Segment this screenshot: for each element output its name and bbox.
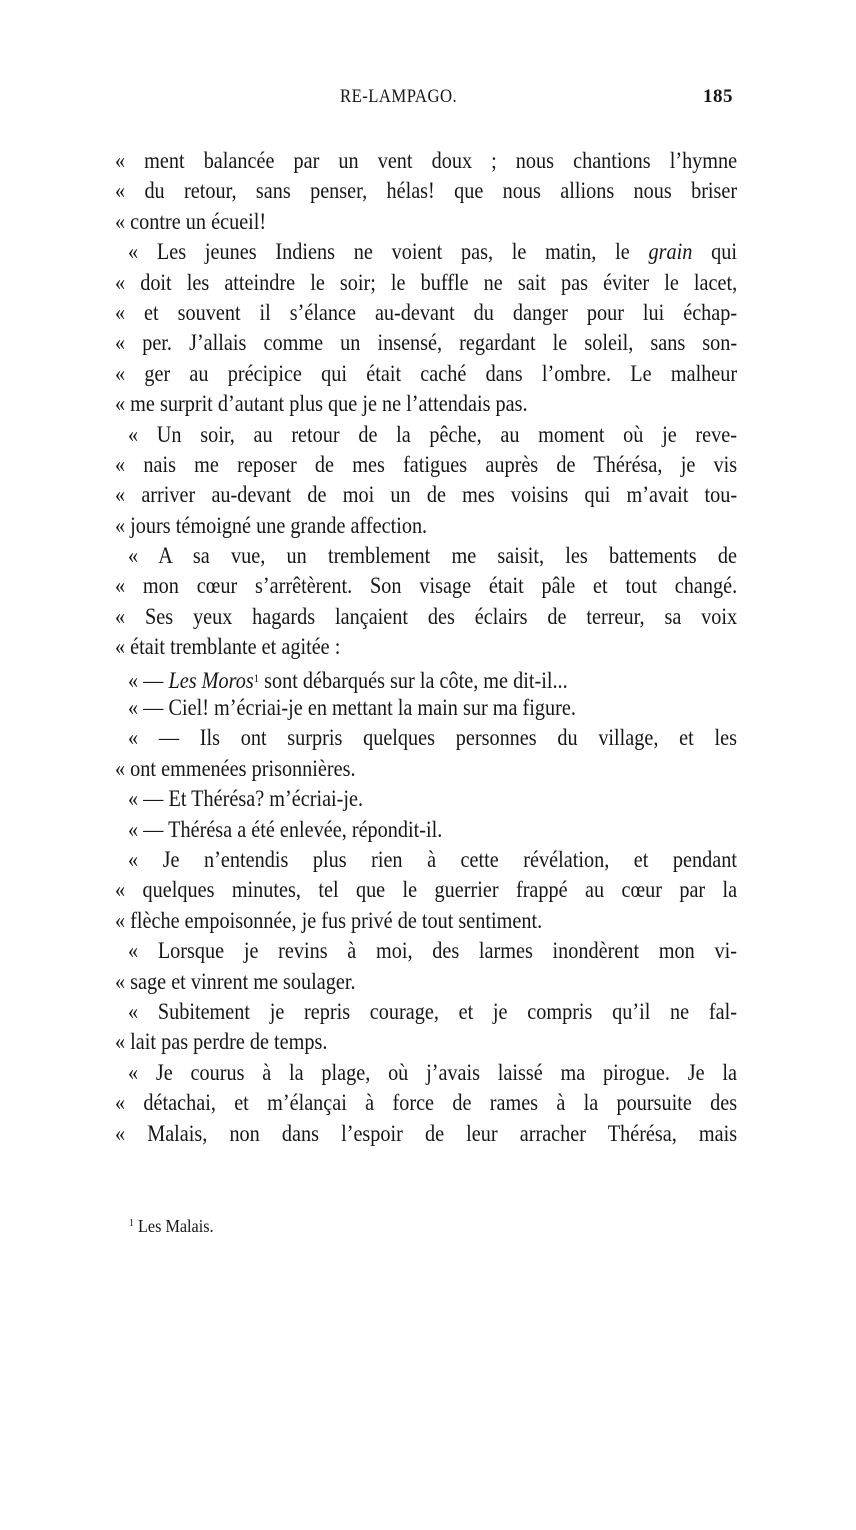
line-text: « Un soir, au retour de la pêche, au moment où je reve-: [128, 421, 737, 447]
line-text: « Malais, non dans l’espoir de leur arracher Thérésa, mais: [115, 1120, 738, 1146]
line-text: « arriver au-devant de moi un de mes voisins qui m’avait tou-: [115, 482, 738, 508]
line-text: « — Thérésa a été enlevée, répondit-il.: [128, 816, 443, 842]
line-text: « Lorsque je revins à moi, des larmes inondèrent mon vi-: [128, 938, 737, 964]
footnote-ref: 1: [253, 670, 260, 685]
line-text: « Subitement je repris courage, et je compris qu’il ne fal-: [128, 998, 737, 1024]
line-text: « —: [128, 667, 169, 693]
text-line: [115, 359, 737, 389]
line-text: « me surprit d’autant plus que je ne l’attendais pas.: [115, 391, 528, 417]
line-text: « per. J’allais comme un insensé, regardant le soleil, sans son-: [115, 330, 738, 356]
text-line: [128, 541, 737, 571]
text-line: [128, 237, 737, 267]
running-title: RE-LAMPAGO.: [340, 86, 458, 107]
line-text: « flèche empoisonnée, je fus privé de tout sentiment.: [115, 907, 543, 933]
text-line: [128, 693, 737, 723]
line-text: qui: [692, 239, 737, 265]
line-text: sont débarqués sur la côte, me dit-il...: [259, 667, 568, 693]
line-text: « et souvent il s’élance au-devant du danger pour lui échap-: [115, 299, 738, 325]
italic-text: grain: [648, 239, 693, 265]
line-text: « contre un écueil!: [115, 208, 267, 234]
text-line: [115, 268, 737, 298]
footnote-mark: 1: [129, 1217, 134, 1229]
line-text: « était tremblante et agitée :: [115, 634, 341, 660]
text-line: [115, 511, 737, 541]
line-text: « ment balancée par un vent doux ; nous chantions l’hymne: [115, 148, 738, 173]
text-line: [115, 632, 737, 662]
text-line: [115, 146, 737, 176]
line-text: « mon cœur s’arrêtèrent. Son visage était pâle et tout changé.: [115, 573, 738, 599]
line-text: « ont emmenées prisonnières.: [115, 755, 356, 781]
text-line: [115, 875, 737, 905]
text-line: [115, 389, 737, 419]
line-text: « nais me reposer de mes fatigues auprès de Thérésa, je vis: [115, 451, 738, 477]
text-line: [128, 845, 737, 875]
text-line: [128, 815, 737, 845]
text-line: [115, 328, 737, 358]
line-text: « détachai, et m’élançai à force de rames à la poursuite des: [115, 1090, 738, 1116]
text-line: [128, 997, 737, 1027]
text-line: [128, 663, 737, 693]
text-line: [128, 723, 737, 753]
footnote: [129, 1216, 214, 1237]
text-line: [115, 1027, 737, 1057]
text-line: [115, 176, 737, 206]
line-text: « Ses yeux hagards lançaient des éclairs de terreur, sa voix: [115, 603, 738, 629]
line-text: « sage et vinrent me soulager.: [115, 968, 356, 994]
text-line: [115, 480, 737, 510]
line-text: « A sa vue, un tremblement me saisit, les battements de: [128, 543, 737, 569]
page-number: 185: [703, 86, 733, 107]
text-line: [128, 784, 737, 814]
text-line: [115, 906, 737, 936]
line-text: « Je courus à la plage, où j’avais laissé ma pirogue. Je la: [128, 1059, 737, 1085]
text-line: [115, 571, 737, 601]
text-line: [128, 936, 737, 966]
text-line: [115, 1119, 737, 1149]
text-line: [115, 450, 737, 480]
text-line: [128, 1058, 737, 1088]
line-text: « Je n’entendis plus rien à cette révélation, et pendant: [128, 846, 737, 872]
text-line: [115, 602, 737, 632]
line-text: « lait pas perdre de temps.: [115, 1029, 328, 1055]
body-text: [115, 146, 737, 1149]
text-line: [115, 298, 737, 328]
line-text: « doit les atteindre le soir; le buffle ne sait pas éviter le lacet,: [115, 269, 738, 295]
line-text: « Les jeunes Indiens ne voient pas, le matin, le: [128, 239, 649, 265]
text-line: [115, 967, 737, 997]
text-line: [115, 754, 737, 784]
line-text: « — Ils ont surpris quelques personnes du village, et les: [128, 725, 737, 751]
text-line: [115, 1088, 737, 1118]
line-text: « — Ciel! m’écriai-je en mettant la main sur ma figure.: [128, 695, 576, 721]
line-text: « ger au précipice qui était caché dans l’ombre. Le malheur: [115, 360, 738, 386]
line-text: « quelques minutes, tel que le guerrier frappé au cœur par la: [115, 877, 738, 903]
italic-text: Les Moros: [168, 667, 254, 693]
line-text: « — Et Thérésa? m’écriai-je.: [128, 786, 364, 812]
line-text: « du retour, sans penser, hélas! que nous allions nous briser: [115, 178, 738, 204]
footnote-text: Les Malais.: [133, 1216, 214, 1236]
line-text: « jours témoigné une grande affection.: [115, 512, 428, 538]
text-line: [128, 420, 737, 450]
text-line: [115, 207, 737, 237]
